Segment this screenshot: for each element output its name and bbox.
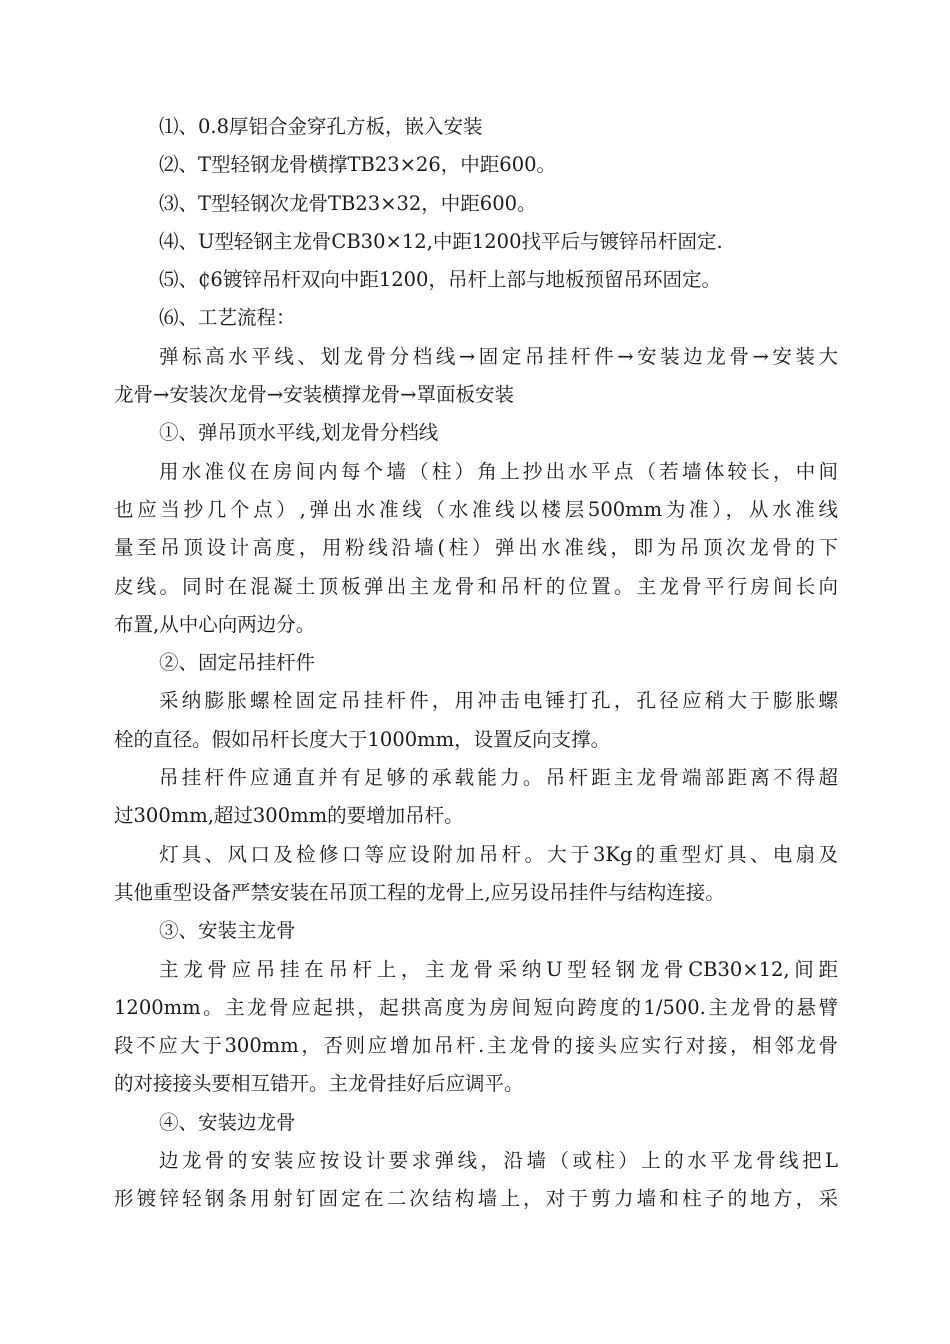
spec-item-5: ⑸、₵6镀锌吊杆双向中距1200，吊杆上部与地板预留吊环固定。 (159, 268, 721, 292)
document-body (114, 108, 838, 1219)
paragraph-line: 量至吊顶设计高度，用粉线沿墙(柱）弹出水准线，即为吊顶次龙骨的下 (114, 536, 838, 560)
paragraph-line: 用水准仪在房间内每个墙（柱）角上抄出水平点（若墙体较长，中间 (159, 459, 838, 483)
step-1-heading: ①、弹吊顶水平线,划龙骨分档线 (159, 421, 439, 445)
paragraph-line: 采纳膨胀螺栓固定吊挂杆件，用冲击电锤打孔，孔径应稍大于膨胀螺 (159, 689, 838, 713)
spec-item-3: ⑶、T型轻钢次龙骨TB23×32，中距600。 (159, 191, 537, 215)
paragraph-line: 段不应大于300mm，否则应增加吊杆.主龙骨的接头应实行对接，相邻龙骨 (114, 1034, 838, 1058)
paragraph-line: 1200mm。主龙骨应起拱，起拱高度为房间短向跨度的1/500.主龙骨的悬臂 (114, 995, 838, 1019)
paragraph-line: 布置,从中心向两边分。 (114, 612, 316, 636)
paragraph-line: 的对接接头要相互错开。主龙骨挂好后应调平。 (114, 1072, 524, 1096)
spec-item-6-heading: ⑹、工艺流程： (159, 306, 296, 330)
paragraph-line: 灯具、风口及检修口等应设附加吊杆。大于3Kg的重型灯具、电扇及 (159, 842, 838, 866)
paragraph-line: 形镀锌轻钢条用射钉固定在二次结构墙上，对于剪力墙和柱子的地方，采 (114, 1187, 838, 1211)
paragraph-line: 皮线。同时在混凝土顶板弹出主龙骨和吊杆的位置。主龙骨平行房间长向 (114, 574, 838, 598)
spec-item-1: ⑴、0.8厚铝合金穿孔方板，嵌入安装 (159, 115, 483, 138)
process-flow-line: 弹标高水平线、划龙骨分档线→固定吊挂杆件→安装边龙骨→安装大 (159, 344, 838, 368)
step-3-heading: ③、安装主龙骨 (159, 919, 296, 943)
paragraph-line: 吊挂杆件应通直并有足够的承载能力。吊杆距主龙骨端部距离不得超 (159, 766, 838, 790)
paragraph-line: 其他重型设备严禁安装在吊顶工程的龙骨上,应另设吊挂件与结构连接。 (114, 880, 725, 904)
step-2-heading: ②、固定吊挂杆件 (159, 651, 316, 675)
spec-item-4: ⑷、U型轻钢主龙骨CB30×12,中距1200找平后与镀锌吊杆固定. (159, 229, 723, 253)
paragraph-line: 主龙骨应吊挂在吊杆上，主龙骨采纳U型轻钢龙骨CB30×12,间距 (159, 957, 838, 981)
step-4-heading: ④、安装边龙骨 (159, 1110, 296, 1134)
process-flow-line: 龙骨→安装次龙骨→安装横撑龙骨→罩面板安装 (114, 383, 515, 407)
spec-item-2: ⑵、T型轻钢龙骨横撑TB23×26，中距600。 (159, 153, 557, 177)
paragraph-line: 边龙骨的安装应按设计要求弹线，沿墙（或柱）上的水平龙骨线把L (159, 1149, 838, 1173)
paragraph-line: 栓的直径。假如吊杆长度大于1000mm，设置反向支撑。 (114, 727, 611, 751)
paragraph-line: 也应当抄几个点）,弹出水准线（水准线以楼层500mm为准），从水准线 (114, 497, 838, 521)
paragraph-line: 过300mm,超过300mm的要增加吊杆。 (114, 804, 464, 828)
